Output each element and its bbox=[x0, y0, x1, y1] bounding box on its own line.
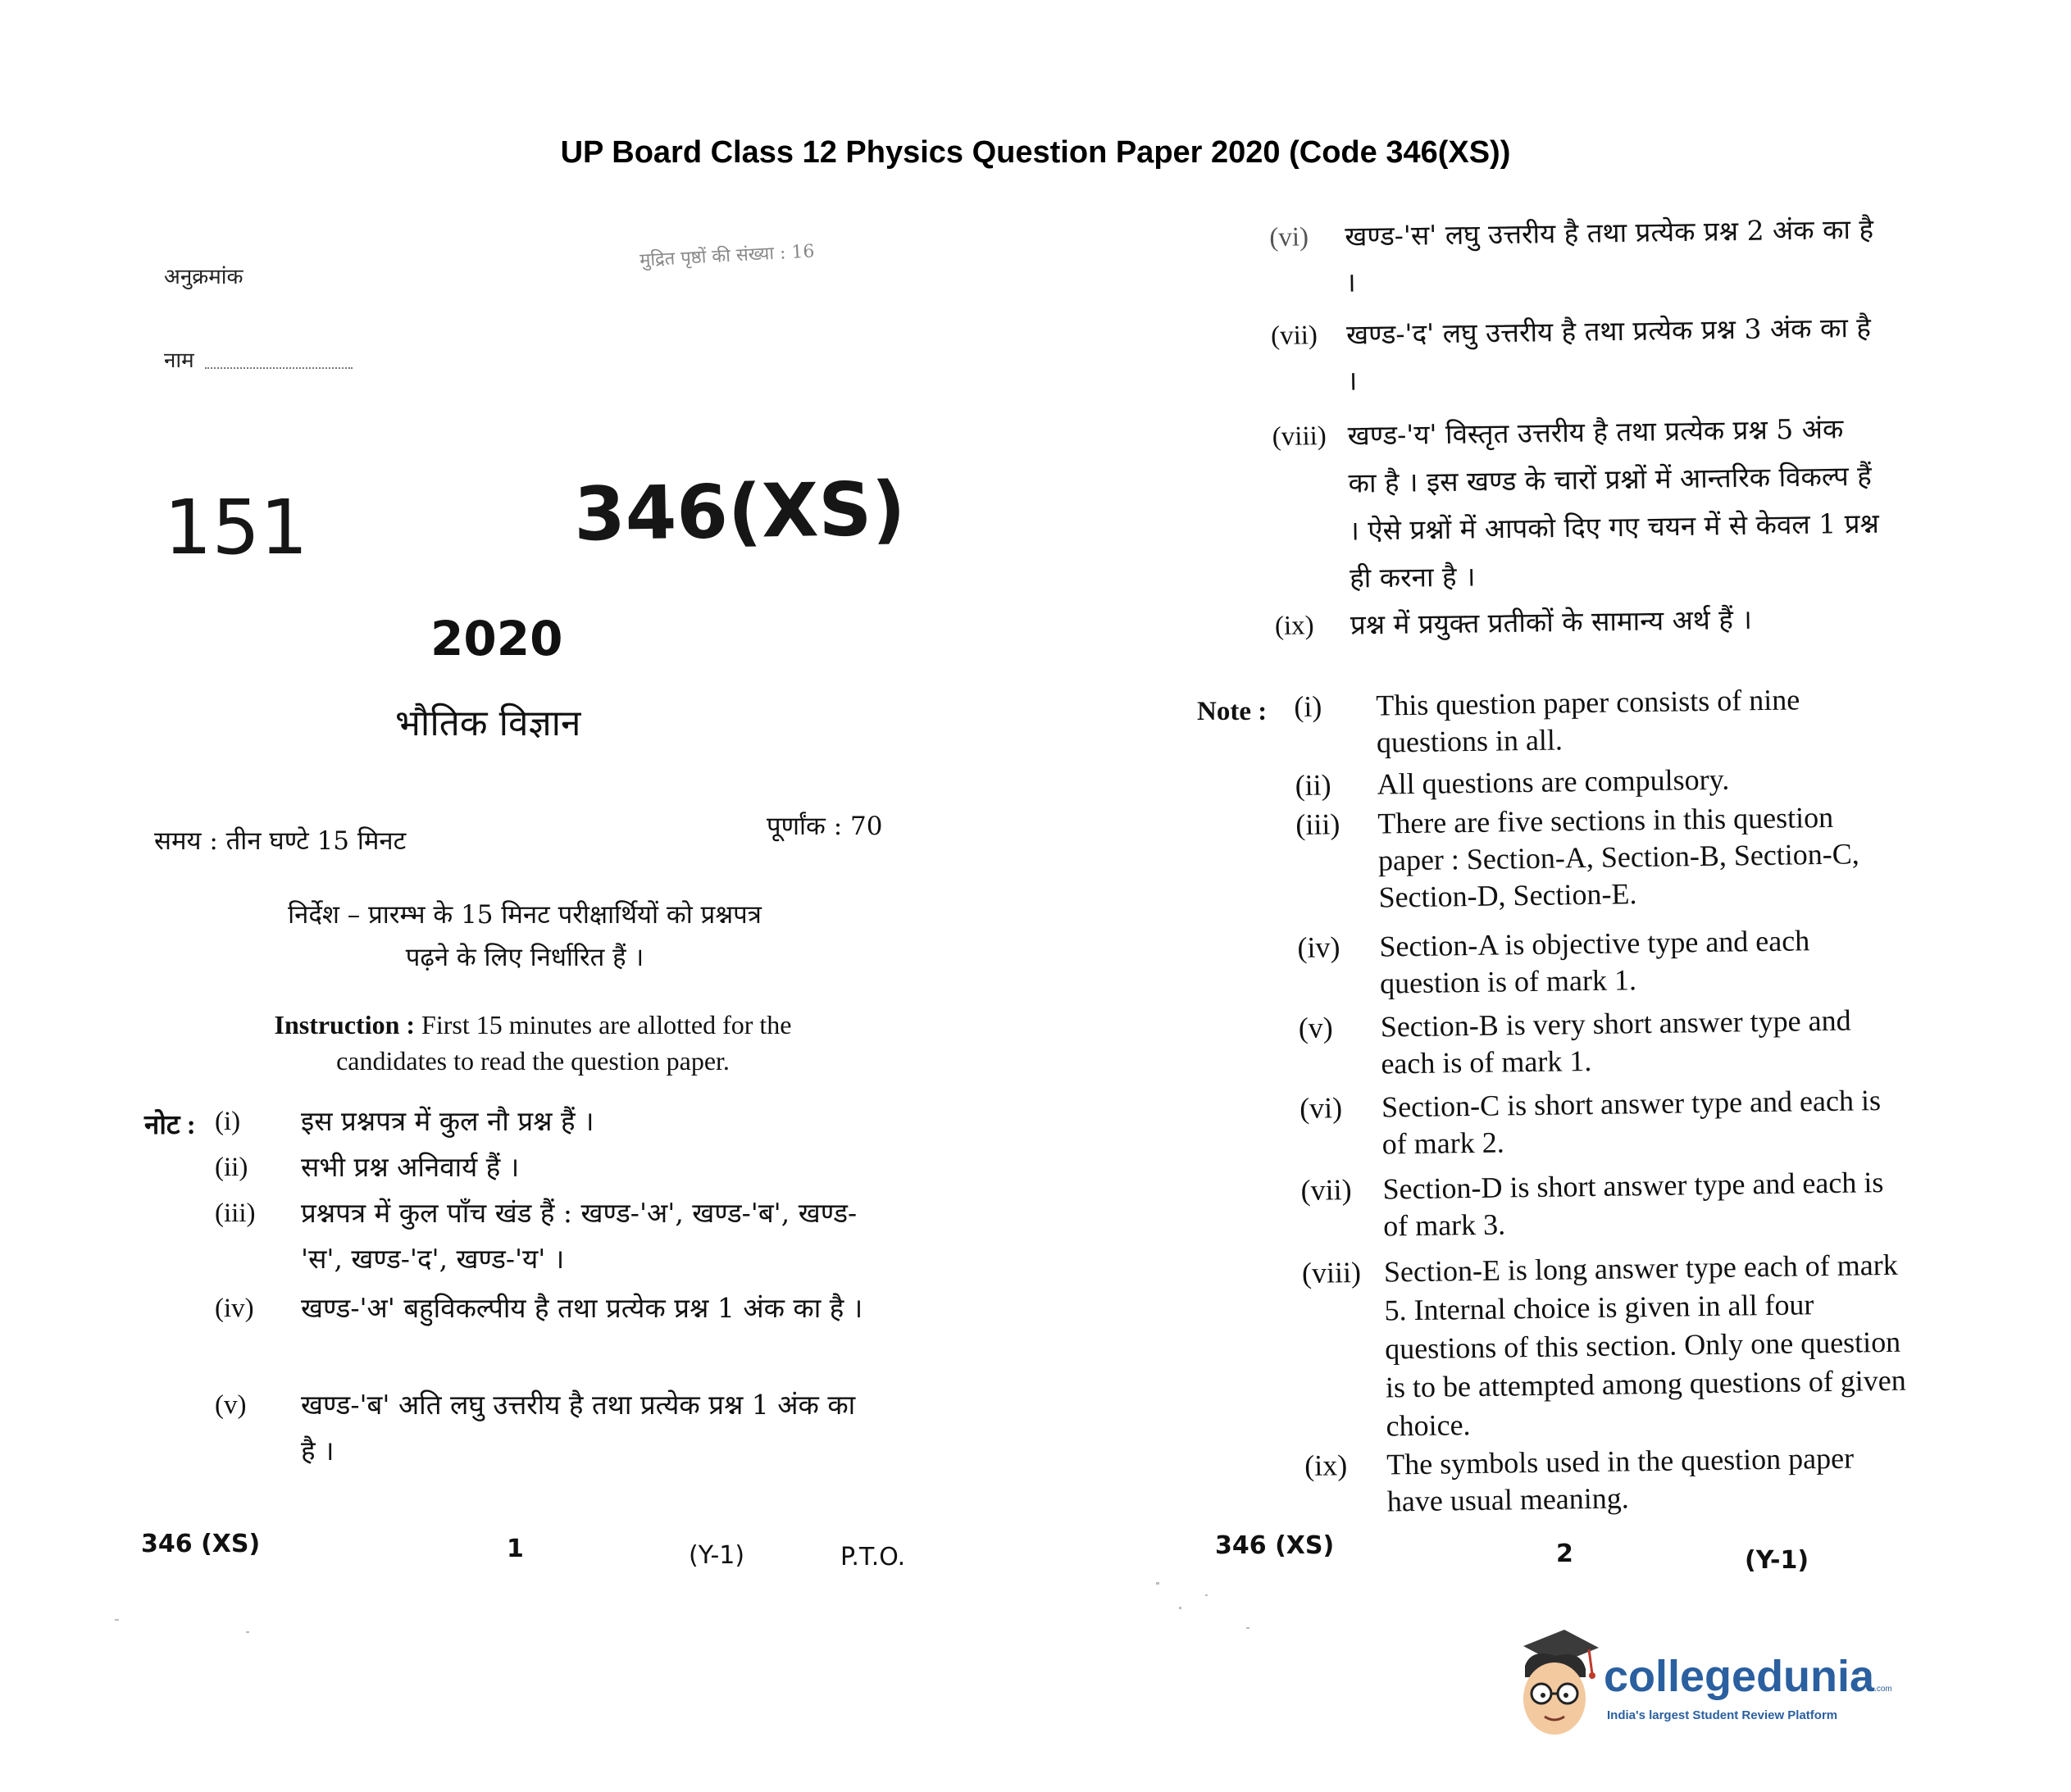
footer-set-page1: (Y-1) bbox=[689, 1541, 745, 1570]
list-item bbox=[1294, 680, 1897, 767]
list-item bbox=[1297, 921, 1900, 1010]
scan-speck bbox=[246, 1631, 249, 1633]
english-notes-list bbox=[1294, 680, 1908, 1526]
serial-number: 151 bbox=[164, 484, 308, 571]
list-item bbox=[215, 1285, 871, 1382]
footer-set-page2 bbox=[1745, 1546, 1809, 1575]
note-number: (iv) bbox=[1297, 930, 1340, 964]
footer-page-text: 1 bbox=[507, 1535, 524, 1563]
roll-number-label: अनुक्रमांक bbox=[164, 265, 244, 289]
scan-speck bbox=[1156, 1582, 1159, 1585]
note-number: (v) bbox=[1298, 1011, 1334, 1044]
list-item bbox=[215, 1098, 871, 1144]
note-text: खण्ड-'स' लघु उत्तरीय है तथा प्रत्येक प्रश्न 2 अंक का है । bbox=[1345, 212, 1874, 298]
time-allowed: समय : तीन घण्टे 15 मिनट bbox=[154, 826, 407, 856]
footer-page-text: 2 bbox=[1556, 1540, 1573, 1568]
note-text: इस प्रश्नपत्र में कुल नौ प्रश्न हैं । bbox=[301, 1105, 594, 1137]
note-text: खण्ड-'ब' अति लघु उत्तरीय है तथा प्रत्येक प्रश्न 1 अंक का है । bbox=[301, 1389, 856, 1467]
list-item bbox=[1298, 1002, 1901, 1090]
note-number: (ix) bbox=[1274, 611, 1314, 641]
note-text: There are five sections in this question paper : Section-A, Section-B, Section-C, Section-D, Section-E. bbox=[1377, 800, 1860, 914]
instruction-label: Instruction : bbox=[274, 1010, 416, 1039]
instruction-line-1: First 15 minutes are allotted for the bbox=[421, 1010, 792, 1039]
note-text: Section-B is very short answer type and each is of mark 1. bbox=[1380, 1003, 1851, 1080]
note-number: (i) bbox=[215, 1107, 241, 1136]
paper-code: 346(XS) bbox=[573, 466, 907, 558]
footer-page-number-1 bbox=[507, 1535, 524, 1563]
list-item bbox=[1300, 1164, 1904, 1254]
subject-title: भौतिक विज्ञान bbox=[395, 703, 581, 744]
instruction-line-2: candidates to read the question paper. bbox=[336, 1046, 730, 1076]
note-text: प्रश्नपत्र में कुल पाँच खंड हैं : खण्ड-'अ', खण्ड-'ब', खण्ड-'स', खण्ड-'द', खण्ड-'य' । bbox=[301, 1197, 858, 1275]
note-text: Section-D is short answer type and each is of mark 3. bbox=[1382, 1166, 1884, 1243]
footer-code-page2 bbox=[1215, 1531, 1334, 1560]
note-number: (iii) bbox=[1295, 807, 1340, 841]
note-text: खण्ड-'द' लघु उत्तरीय है तथा प्रत्येक प्रश्न 3 अंक का है । bbox=[1345, 311, 1872, 397]
list-item bbox=[1299, 1082, 1903, 1172]
exam-year: 2020 bbox=[430, 611, 563, 666]
note-number: (i) bbox=[1294, 689, 1322, 723]
note-text: खण्ड-'अ' बहुविकल्पीय है तथा प्रत्येक प्रश्न 1 अंक का है । bbox=[301, 1292, 863, 1324]
hindi-notes-list-page2 bbox=[1269, 207, 1882, 653]
list-item bbox=[215, 1382, 871, 1480]
name-blank-line bbox=[205, 367, 353, 369]
mascot-icon bbox=[1507, 1623, 1605, 1746]
logo-suffix: .com bbox=[1874, 1685, 1892, 1694]
footer-code-page1 bbox=[141, 1530, 260, 1558]
note-number: (vii) bbox=[1300, 1173, 1352, 1207]
list-item bbox=[1302, 1246, 1907, 1448]
hindi-notes-list-page1 bbox=[215, 1098, 871, 1480]
list-item bbox=[215, 1144, 871, 1190]
note-text: All questions are compulsory. bbox=[1377, 762, 1730, 801]
note-text: Section-A is objective type and each question is of mark 1. bbox=[1379, 924, 1810, 1000]
maximum-marks: पूर्णांक : 70 bbox=[767, 812, 883, 841]
note-number: (viii) bbox=[1301, 1255, 1362, 1289]
note-text: Section-E is long answer type each of mark 5. Internal choice is given in all four questions of this section. Only one question is to be attempted among questions of given choice. bbox=[1383, 1248, 1907, 1443]
note-number: (vii) bbox=[1270, 321, 1318, 351]
note-text: Section-C is short answer type and each is of mark 2. bbox=[1381, 1084, 1882, 1161]
note-number: (iii) bbox=[215, 1198, 256, 1228]
list-item bbox=[1295, 798, 1900, 930]
note-text: The symbols used in the question paper have usual meaning. bbox=[1386, 1441, 1855, 1518]
note-number: (ii) bbox=[1295, 768, 1331, 802]
instruction-block bbox=[164, 1007, 902, 1079]
note-number: (vi) bbox=[1269, 222, 1309, 252]
footer-code-text: 346 (XS) bbox=[141, 1530, 261, 1558]
note-number: (iv) bbox=[215, 1294, 254, 1323]
list-item bbox=[1275, 595, 1882, 653]
footer-code-text: 346 (XS) bbox=[1215, 1531, 1335, 1560]
scan-speck bbox=[1179, 1607, 1181, 1609]
english-note-label: Note : bbox=[1197, 697, 1268, 726]
note-number: (ii) bbox=[215, 1153, 248, 1182]
scan-speck bbox=[1205, 1594, 1208, 1596]
list-item bbox=[1304, 1440, 1908, 1526]
scan-speck bbox=[115, 1619, 119, 1621]
note-number: (v) bbox=[215, 1390, 247, 1420]
direction-line-1: निर्देश – प्रारम्भ के 15 मिनट परीक्षार्थियों को प्रश्नपत्र bbox=[288, 900, 762, 930]
note-number: (vi) bbox=[1299, 1091, 1343, 1125]
list-item bbox=[215, 1190, 871, 1285]
collegedunia-logo bbox=[1507, 1623, 1892, 1754]
note-text: This question paper consists of nine questions in all. bbox=[1376, 683, 1800, 759]
direction-block bbox=[189, 894, 861, 979]
footer-page-number-2 bbox=[1556, 1540, 1573, 1568]
printed-pages-note: मुद्रित पृष्ठों की संख्या : 16 bbox=[639, 241, 815, 271]
hindi-note-label: नोट : bbox=[144, 1111, 196, 1140]
note-text: सभी प्रश्न अनिवार्य हैं । bbox=[301, 1151, 520, 1183]
logo-wordmark: collegedunia bbox=[1604, 1652, 1875, 1701]
name-label: नाम bbox=[164, 348, 194, 373]
footer-set-text: (Y-1) bbox=[1745, 1546, 1809, 1575]
page-title: UP Board Class 12 Physics Question Paper 2020 (Code 346(XS)) bbox=[560, 135, 1511, 170]
list-item bbox=[1269, 207, 1878, 313]
note-text: खण्ड-'य' विस्तृत उत्तरीय है तथा प्रत्येक प्रश्न 5 अंक का है । इस खण्ड के चारों प्रश्नों में आन्तरिक विकल्प हैं । ऐसे प्रश्नों में आपको दिए गए चयन में से केवल 1 प्रश्न ही करना है । bbox=[1347, 412, 1880, 594]
logo-tagline: India's largest Student Review Platform bbox=[1607, 1708, 1838, 1722]
note-number: (viii) bbox=[1272, 421, 1327, 452]
direction-line-2: पढ़ने के लिए निर्धारित हैं । bbox=[405, 943, 644, 972]
list-item bbox=[1271, 305, 1879, 413]
note-text: प्रश्न में प्रयुक्त प्रतीकों के सामान्य अर्थ हैं । bbox=[1350, 603, 1753, 641]
note-number: (ix) bbox=[1304, 1449, 1348, 1482]
list-item bbox=[1272, 405, 1881, 603]
scan-speck bbox=[1246, 1627, 1249, 1629]
footer-pto: P.T.O. bbox=[840, 1543, 906, 1571]
